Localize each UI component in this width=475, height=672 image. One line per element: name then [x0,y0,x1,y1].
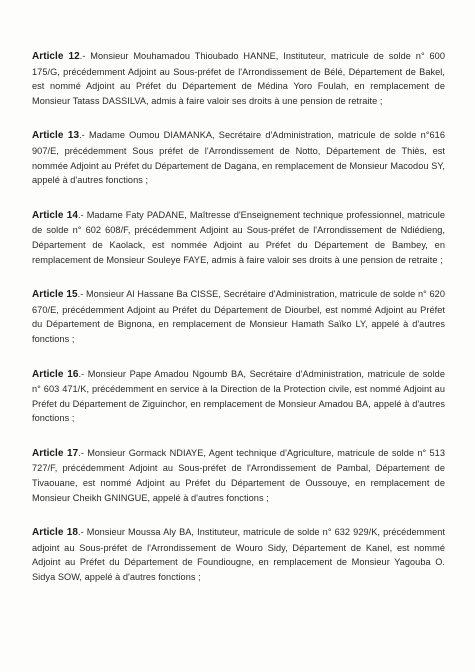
article-text: .- Madame Faty PADANE, Maîtresse d'Enseignement technique professionnel, matricule de solde n° 602 608/F, précédemment Adjoint au Sous-préfet de l'Arrondissement de Ndiédieng, Département de Kaolack, est nommée Adjoint au Préfet du Département de Bambey, en remplacement de Monsieur Souleye FAYE, admis à faire valoir ses droits à une pension de retraite ; [32,209,445,265]
article-text: .- Monsieur Al Hassane Ba CISSE, Secrétaire d'Administration, matricule de solde n° 620 670/E, précédemment Adjoint au Préfet du Département de Diourbel, est nommé Adjoint au Préfet du Département de Bignona, en remplacement de Monsieur Hamath Saïko LY, appelé à d'autres fonctions ; [32,289,446,344]
article-number: Article 15 [32,289,78,301]
article-text: .- Monsieur Pape Amadou Ngoumb BA, Secrétaire d'Administration, matricule de solde n° 603 471/K, précédemment en service à la Direction de la Protection civile, est nommé Adjoint au Préfet du Département de Ziguinchor, en remplacement de Monsieur Amadou BA, appelé à d'autres fonctions ; [32,368,445,424]
article-number: Article 13 [32,130,80,142]
article-text: .- Monsieur Moussa Aly BA, Instituteur, matricule de solde n° 632 929/K, précédemment adjoint au Sous-préfet de l'Arrondissement de Wouro Sidy, Département de Kanel, est nommé Adjoint au Préfet du Département de Foundiougne, en remplacement de Monsieur Yagouba O. Sidya SOW, appelé à d'autres fonctions ; [32,527,445,583]
article-text: .- Madame Oumou DIAMANKA, Secrétaire d'Administration, matricule de solde n°616 907/E, précédemment Sous préfet de l'Arrondissement de Notto, Département de Thiès, est nommée Adjoint au Préfet du Département de Dagana, en remplacement de Monsieur Macodou SY, appelé à d'autres fonctions ; [32,130,446,186]
article-number: Article 16 [32,368,79,380]
article-18 [32,525,445,584]
article-number: Article 12 [32,51,80,62]
articles-list [32,49,445,605]
article-text: .- Monsieur Gormack NDIAYE, Agent technique d'Agriculture, matricule de solde n° 513 727/F, précédemment Adjoint au Sous-préfet de l'Arrondissement de Pambal, Département de Tivaouane, est nommé Adjoint au Préfet du Département de Oussouye, en remplacement de Monsieur Cheikh GNINGUE, appelé à d'autres fonctions ; [32,447,446,503]
article-17 [32,446,445,505]
article-12 [32,49,445,108]
article-number: Article 14 [32,209,78,221]
article-number: Article 17 [32,447,79,459]
article-number: Article 18 [32,527,78,539]
article-15 [32,287,445,346]
article-text: .- Monsieur Mouhamadou Thioubado HANNE, Instituteur, matricule de solde n° 600 175/G, précédemment Adjoint au Sous-préfet de l'Arrondissement de Bélé, Département de Bakel, est nommé Adjoint au Préfet du Département de Médina Yoro Foulah, en remplacement de Monsieur Tatass DASSILVA, admis à faire valoir ses droits à une pension de retraite ; [32,51,445,106]
article-14 [32,208,445,267]
article-13 [32,128,445,187]
article-16 [32,367,445,426]
